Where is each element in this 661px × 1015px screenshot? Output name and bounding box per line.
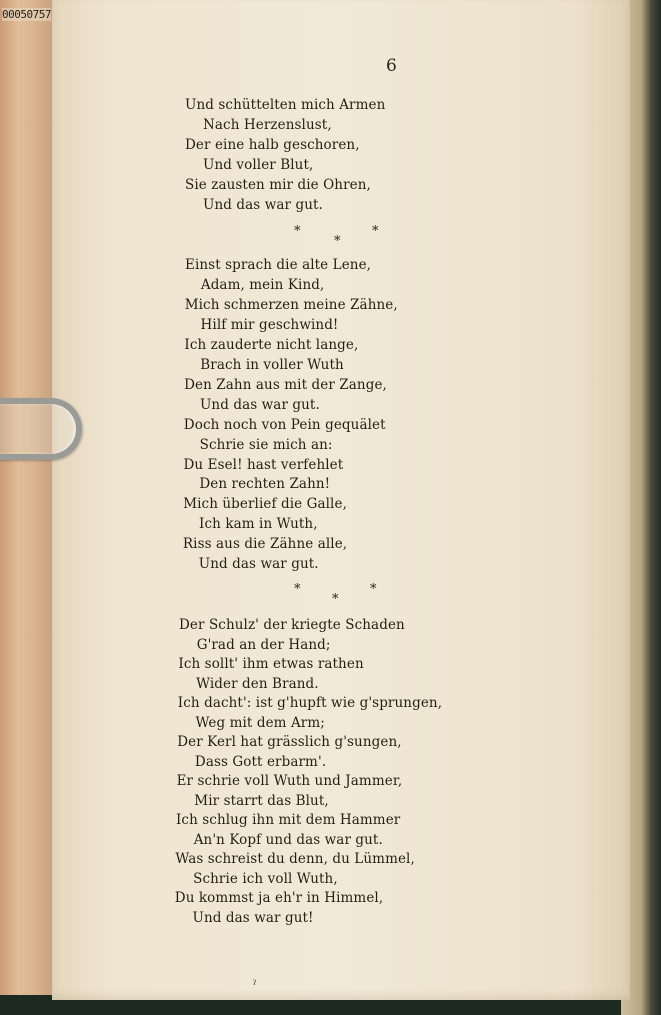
poem-line: Den rechten Zahn!: [199, 476, 331, 493]
section-separator-star: *: [372, 224, 379, 239]
poem-line: Den Zahn aus mit der Zange,: [184, 376, 387, 393]
poem-line: Und voller Blut,: [203, 156, 314, 173]
poem-line: Der eine halb geschoren,: [185, 136, 360, 153]
ink-mark: ˀ: [253, 978, 257, 992]
poem-line: Mich überlief die Galle,: [183, 496, 347, 513]
poem-line: Riss aus die Zähne alle,: [182, 536, 348, 553]
poem-line: Was schreist du denn, du Lümmel,: [175, 851, 415, 867]
poem-line: G'rad an der Hand;: [196, 636, 331, 653]
poem-line: Ich zauderte nicht lange,: [184, 336, 359, 353]
scan-id-label: 00050757: [2, 8, 51, 21]
poem-text: [52, 0, 630, 1000]
poem-line: Hilf mir geschwind!: [200, 316, 339, 333]
section-separator-star: *: [370, 582, 377, 597]
poem-line: Du Esel! hast verfehlet: [183, 456, 344, 473]
poem-line: Ich sollt' ihm etwas rathen: [178, 656, 364, 672]
poem-line: Adam, mein Kind,: [200, 276, 325, 293]
section-separator-star: *: [294, 224, 301, 239]
poem-line: Mich schmerzen meine Zähne,: [184, 296, 398, 313]
poem-line: Ich kam in Wuth,: [199, 516, 318, 533]
poem-line: Ich schlug ihn mit dem Hammer: [176, 812, 401, 828]
section-separator-star: *: [332, 592, 339, 607]
poem-line: Mir starrt das Blut,: [194, 792, 329, 809]
book-binding: [0, 0, 53, 995]
poem-line: Ich dacht': ist g'hupft wie g'sprungen,: [177, 695, 443, 711]
book-page: [52, 0, 630, 1000]
poem-line: Doch noch von Pein gequälet: [183, 416, 386, 433]
poem-line: Und schüttelten mich Armen: [185, 97, 386, 113]
poem-line: Brach in voller Wuth: [200, 356, 344, 373]
poem-line: An'n Kopf und das war gut.: [193, 831, 383, 848]
poem-line: Weg mit dem Arm;: [195, 714, 325, 731]
poem-line: Er schrie voll Wuth und Jammer,: [176, 773, 403, 789]
poem-line: Einst sprach die alte Lene,: [185, 257, 372, 273]
poem-line: Nach Herzenslust,: [203, 116, 332, 133]
poem-line: Schrie ich voll Wuth,: [193, 870, 338, 887]
poem-line: Sie zausten mir die Ohren,: [185, 176, 371, 193]
poem-line: Du kommst ja eh'r in Himmel,: [174, 890, 384, 906]
poem-line: Schrie sie mich an:: [199, 436, 333, 453]
poem-line: Und das war gut.: [203, 196, 323, 213]
poem-line: Und das war gut!: [192, 909, 314, 926]
poem-line: Und das war gut.: [198, 556, 319, 573]
section-separator-star: *: [334, 234, 341, 249]
poem-line: Wider den Brand.: [196, 675, 319, 692]
page-number: 6: [386, 56, 397, 76]
poem-line: Der Kerl hat grässlich g'sungen,: [177, 734, 402, 750]
poem-line: Der Schulz' der kriegte Schaden: [179, 617, 405, 633]
poem-line: Dass Gott erbarm'.: [194, 753, 327, 770]
paper-clip: [0, 398, 82, 460]
poem-line: Und das war gut.: [199, 396, 320, 413]
section-separator-star: *: [294, 582, 301, 597]
